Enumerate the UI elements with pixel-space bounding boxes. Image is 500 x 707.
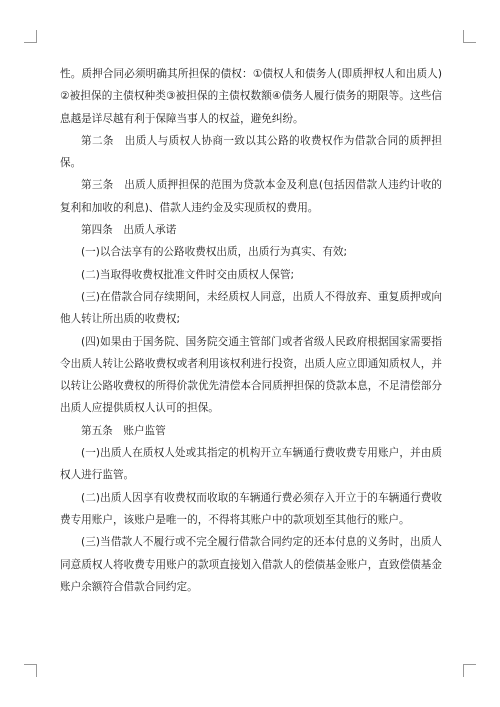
heading-article-5: 第五条 账户监管 xyxy=(81,424,166,437)
heading-article-4: 第四条 出质人承诺 xyxy=(81,224,177,237)
paragraph-continuation: 性。质押合同必须明确其所担保的债权：①债权人和债务人(即质押权人和出质人)②被担保的主债权种类③被担保的主债权数额④债务人履行债务的期限等。这些信息越是详尽越有利于保障当事人的权益，避免纠纷。 xyxy=(60,68,442,125)
paragraph-article-4-item-2: (二)当取得收费权批准文件时交由质权人保管; xyxy=(81,268,295,281)
paragraph-article-5-item-1: (一)出质人在质权人处或其指定的机构开立车辆通行费收费专用账户，并由质权人进行监管。 xyxy=(60,447,442,482)
paragraph-article-3: 第三条 出质人质押担保的范围为贷款本金及利息(包括因借款人违约计收的复利和加收的利息)、借款人违约金及实现质权的费用。 xyxy=(60,179,442,214)
crop-mark-bottom-left xyxy=(24,664,37,677)
paragraph-article-4-item-3: (三)在借款合同存续期间，未经质权人同意，出质人不得放弃、重复质押或向他人转让所出质的收费权; xyxy=(60,290,442,326)
document-body xyxy=(60,63,442,598)
paragraph-article-2: 第二条 出质人与质权人协商一致以其公路的收费权作为借款合同的质押担保。 xyxy=(60,134,442,170)
crop-mark-bottom-right xyxy=(463,664,476,677)
paragraph-article-5-item-3: (三)当借款人不履行或不完全履行借款合同约定的还本付息的义务时，出质人同意质权人将收费专用账户的款项直接划入借款人的偿债基金账户，直致偿债基金账户余额符合借款合同约定。 xyxy=(60,536,442,593)
crop-mark-top-right xyxy=(463,30,476,43)
paragraph-article-4-item-4: (四)如果由于国务院、国务院交通主管部门或者省级人民政府根据国家需要指令出质人转让公路收费权或者利用该权利进行投资，出质人应立即通知质权人，并以转让公路收费权的所得价款优先清偿本合同质押担保的贷款本息，不足清偿部分出质人应提供质权人认可的担保。 xyxy=(60,335,442,415)
paragraph-article-4-item-1: (一)以合法享有的公路收费权出质，出质行为真实、有效; xyxy=(81,246,348,259)
crop-mark-top-left xyxy=(24,30,37,43)
paragraph-article-5-item-2: (二)出质人因享有收费权而收取的车辆通行费必须存入开立于的车辆通行费收费专用账户，该账户是唯一的，不得将其账户中的款项划至其他行的账户。 xyxy=(60,491,442,526)
